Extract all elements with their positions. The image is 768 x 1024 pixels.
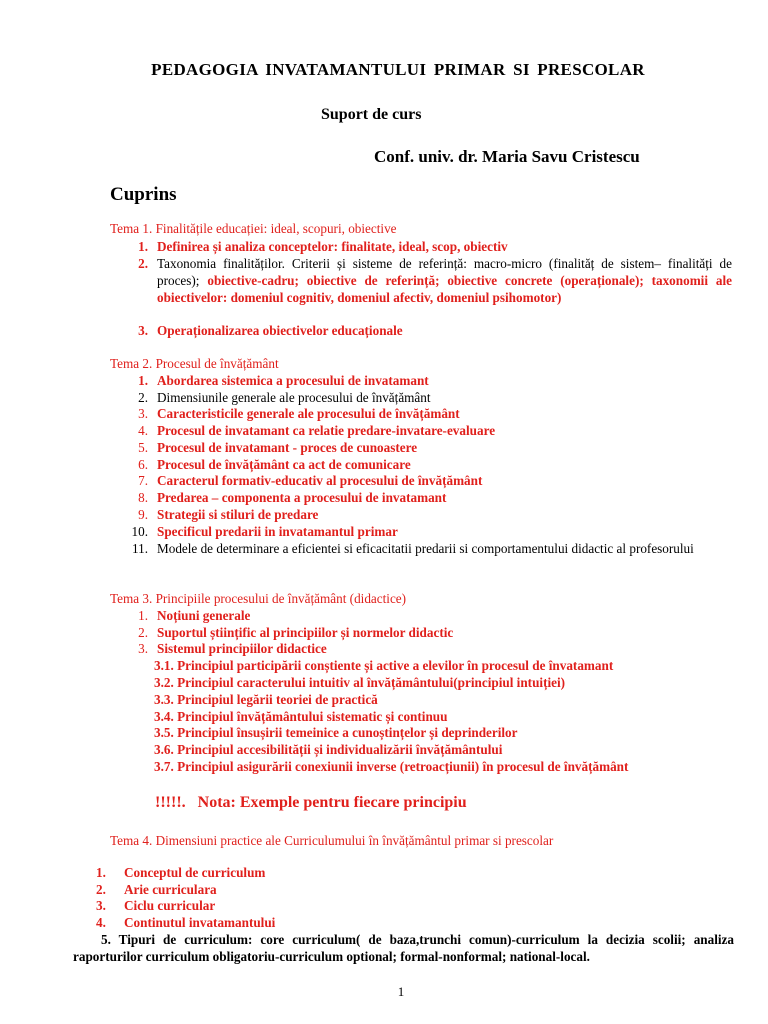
author: Conf. univ. dr. Maria Savu Cristescu bbox=[374, 147, 640, 166]
list-item-text-highlight: obiective-cadru; obiective de referință; obiective concrete (operaționale); taxonomii ale obiectivelor: domeniul cognitiv, domeniul afectiv, domeniul psihomotor) bbox=[157, 272, 732, 305]
list-item: 4. Continutul invatamantului bbox=[96, 915, 276, 930]
subitem: 3.2. Principiul caracterului intuitiv al învățământului(principiul intuiției) bbox=[154, 675, 566, 690]
subtitle: Suport de curs bbox=[321, 106, 422, 123]
list-item: 2. Arie curriculara bbox=[96, 882, 217, 897]
note bbox=[155, 794, 467, 812]
tema3-heading: Tema 3. Principiile procesului de învățământ (didactice) bbox=[110, 591, 407, 606]
subitem: 3.4. Principiul învățământului sistematic și continuu bbox=[154, 709, 448, 724]
subitem: 3.7. Principiul asigurării conexiunii inverse (retroacțiunii) în procesul de învățământ bbox=[154, 759, 629, 774]
note-prefix: !!!!!. bbox=[155, 794, 186, 811]
subitem: 3.1. Principiul participării conștiente și active a elevilor în procesul de învatamant bbox=[154, 658, 614, 673]
note-text: Nota: Exemple pentru fiecare principiu bbox=[197, 794, 467, 811]
page-number: 1 bbox=[397, 984, 405, 999]
subitem: 3.5. Principiul însușirii temeinice a cunoștințelor și deprinderilor bbox=[154, 725, 518, 740]
list-item: 1. Conceptul de curriculum bbox=[96, 865, 266, 880]
list-item: 3. Ciclu curricular bbox=[96, 898, 216, 913]
subitem: 3.3. Principiul legării teoriei de practică bbox=[154, 692, 378, 707]
subitem: 3.6. Principiul accesibilității și individualizării învățământului bbox=[154, 742, 503, 757]
toc-heading: Cuprins bbox=[110, 184, 177, 205]
tema2-heading: Tema 2. Procesul de învățământ bbox=[110, 356, 279, 371]
page-title: PEDAGOGIA INVATAMANTULUI PRIMAR SI PRESCOLAR bbox=[151, 60, 645, 79]
tema4-heading: Tema 4. Dimensiuni practice ale Curriculumului în învățământul primar si prescolar bbox=[110, 833, 554, 848]
tema1-heading: Tema 1. Finalitățile educației: ideal, scopuri, obiective bbox=[110, 221, 397, 236]
list-item: 5. Tipuri de curriculum: core curriculum( de baza,trunchi comun)-curriculum la decizia scolii; analiza raporturilor curriculum obligatoriu-curriculum optional; formal-nonformal; national-local. bbox=[73, 932, 734, 964]
list-item-text: Taxonomia finalităților. Criterii și sisteme de referință: macro-micro (finalităț de sistem– finalități de proces); bbox=[157, 256, 732, 288]
